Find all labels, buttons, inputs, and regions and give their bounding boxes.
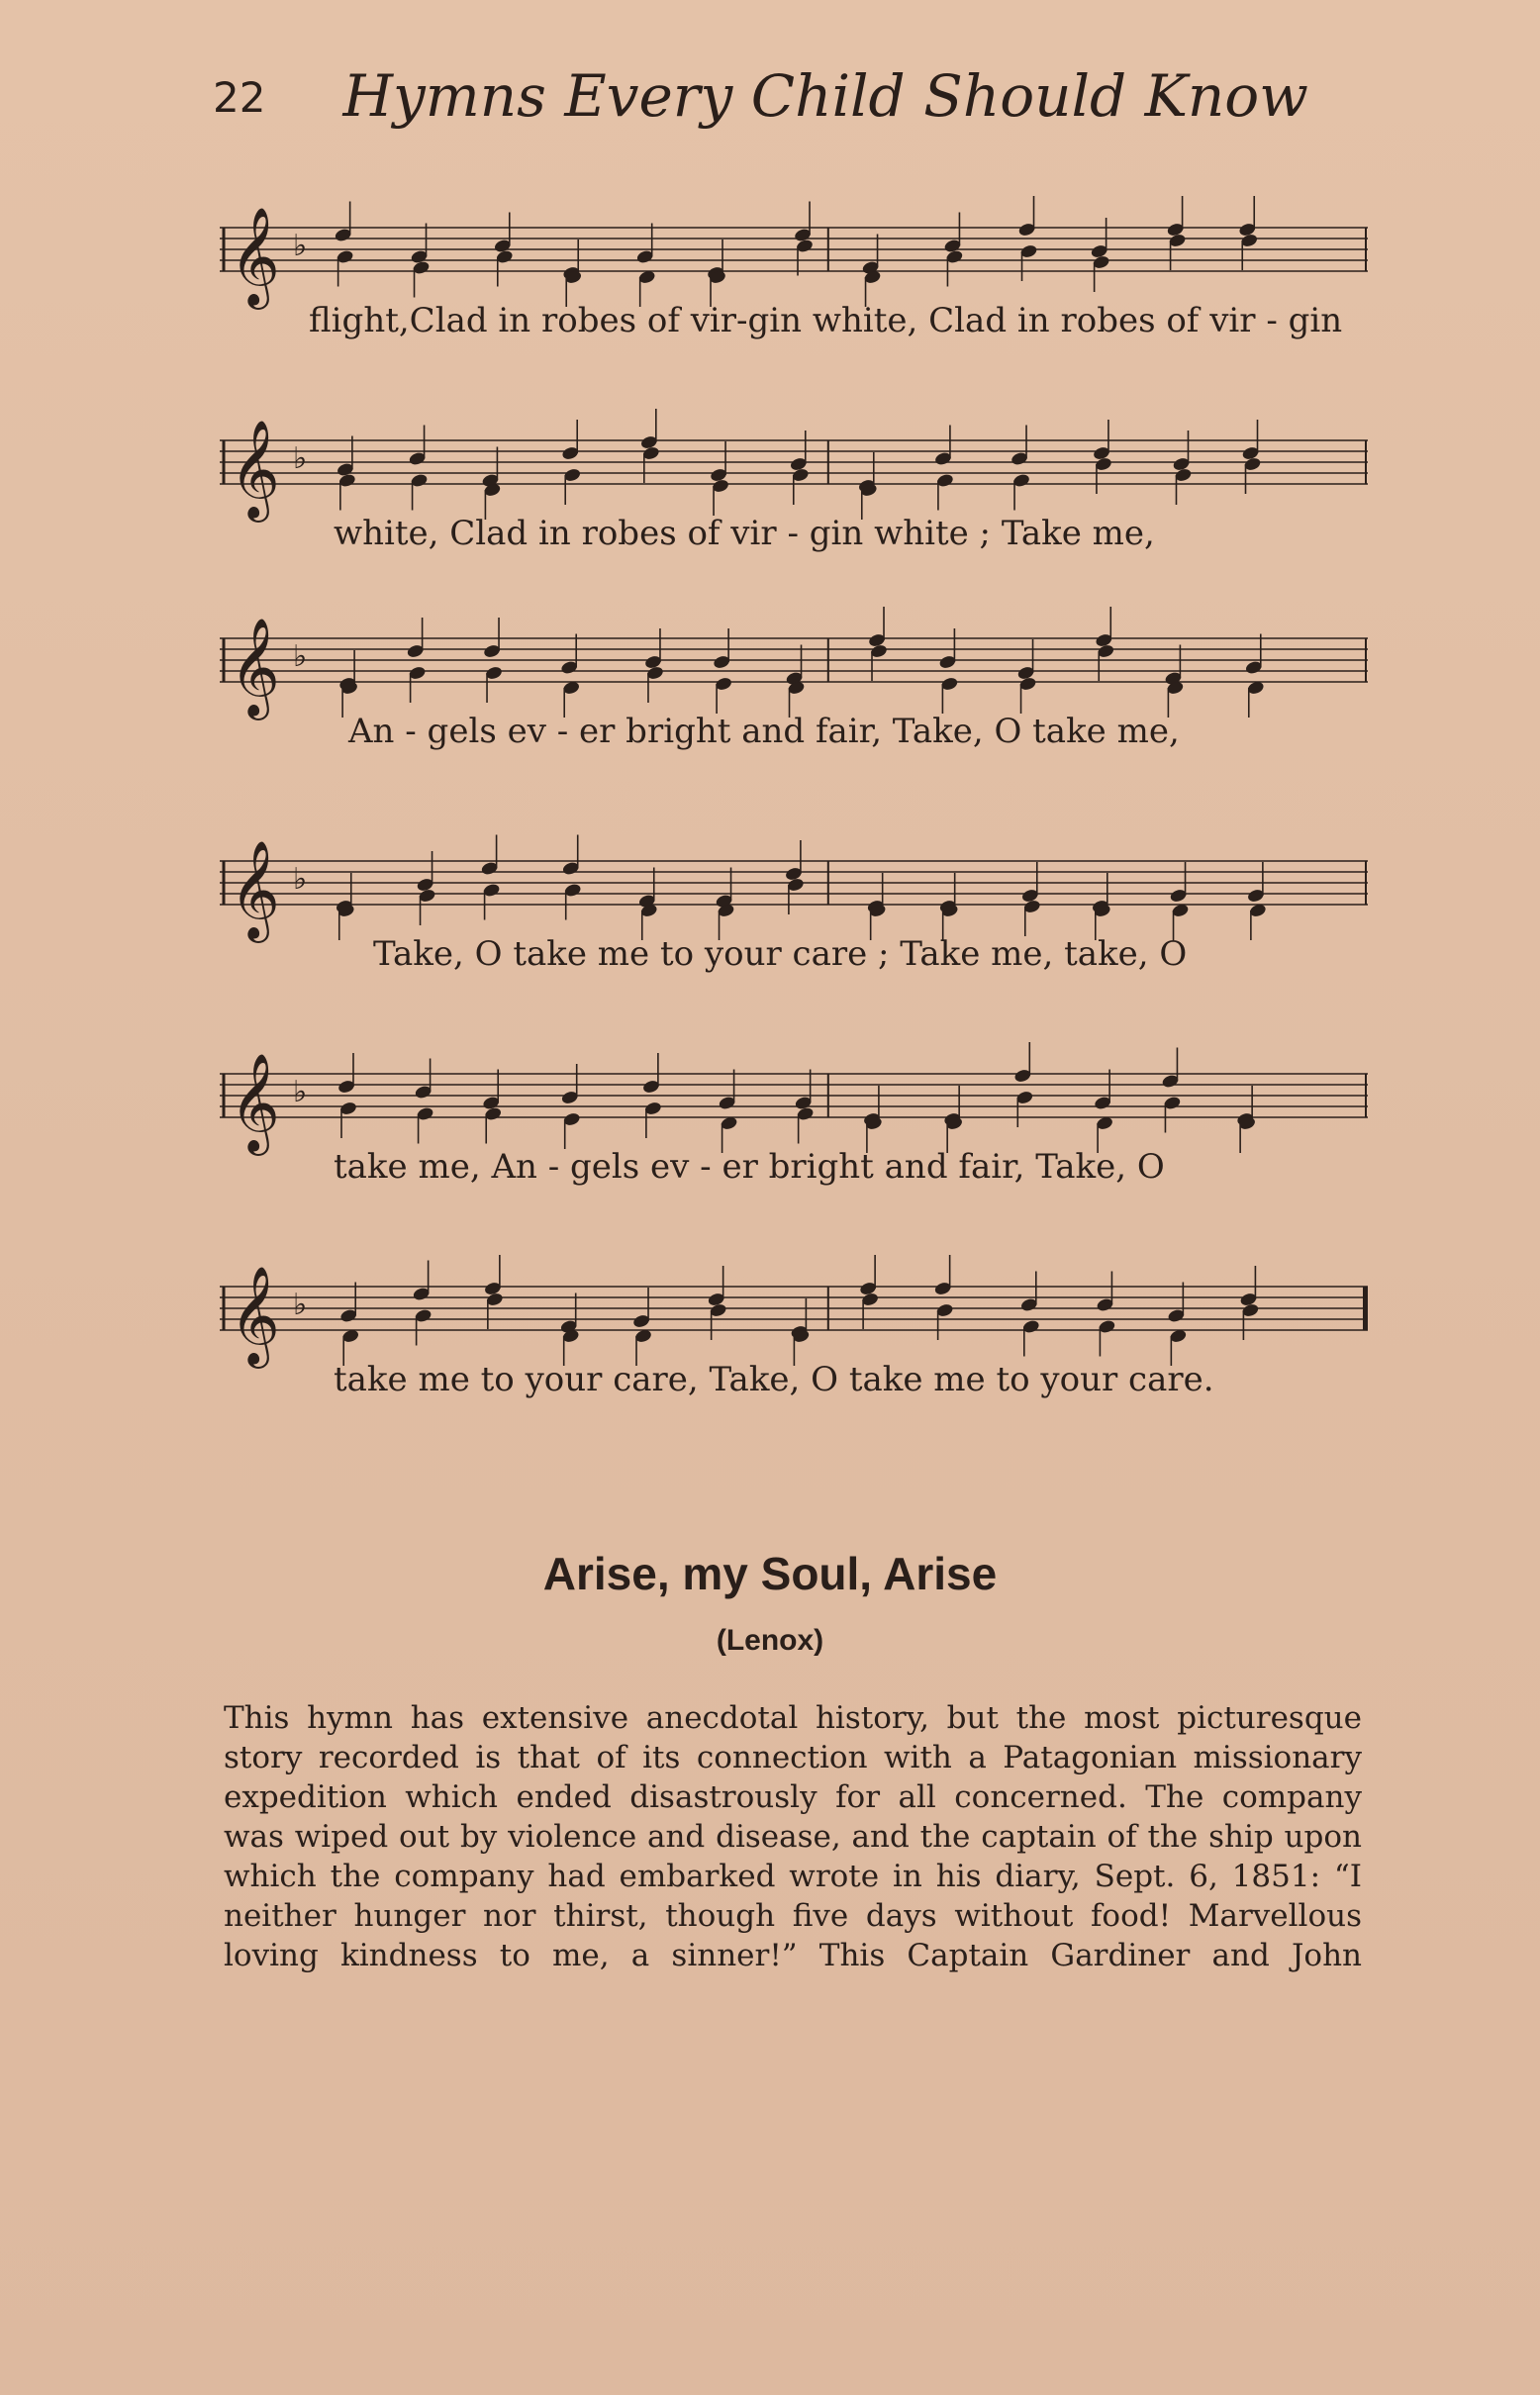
treble-clef-icon: 𝄞 (230, 1266, 280, 1365)
flat-key-signature-icon: ♭ (293, 1288, 308, 1322)
paragraph-line: loving kindness to me, a sinner!” This Captain Gardiner and John (224, 1938, 1362, 1973)
hymn-history-paragraph (224, 1698, 1362, 1975)
paragraph-line: which the company had embarked wrote in his diary, Sept. 6, 1851: “I (224, 1859, 1362, 1894)
lyrics-line: white, Clad in robes of vir - gin white ; Take me, (334, 514, 1155, 553)
music-system (220, 401, 1368, 553)
lyrics-line: flight,Clad in robes of vir-gin white, Clad in robes of vir - gin (309, 301, 1343, 340)
page-number: 22 (213, 73, 266, 122)
hymn-tune-name: (Lenox) (716, 1624, 824, 1657)
paragraph-line: expedition which ended disastrously for all concerned. The company (224, 1779, 1362, 1815)
music-system (220, 1247, 1368, 1399)
flat-key-signature-icon: ♭ (293, 639, 308, 674)
treble-clef-icon: 𝄞 (230, 618, 280, 717)
lyrics-line: Take, O take me to your care ; Take me, take, O (373, 934, 1188, 974)
treble-clef-icon: 𝄞 (230, 1053, 280, 1152)
flat-key-signature-icon: ♭ (293, 862, 308, 897)
treble-clef-icon: 𝄞 (230, 420, 280, 519)
lyrics-line: take me to your care, Take, O take me to your care. (334, 1360, 1214, 1399)
flat-key-signature-icon: ♭ (293, 1075, 308, 1109)
flat-key-signature-icon: ♭ (293, 441, 308, 476)
paragraph-line: neither hunger nor thirst, though five days without food! Marvellous (224, 1898, 1362, 1934)
running-header (213, 61, 1361, 133)
lyrics-line: take me, An - gels ev - er bright and fair, Take, O (334, 1147, 1165, 1187)
paragraph-line: This hymn has extensive anecdotal history, but the most picturesque (224, 1700, 1362, 1736)
treble-clef-icon: 𝄞 (230, 207, 280, 306)
paragraph-line: story recorded is that of its connection with a Patagonian missionary (224, 1740, 1362, 1775)
music-system (220, 188, 1368, 340)
music-system (220, 1034, 1368, 1187)
treble-clef-icon: 𝄞 (230, 840, 280, 939)
paragraph-line: was wiped out by violence and disease, and the captain of the ship upon (224, 1819, 1362, 1855)
music-system (220, 599, 1368, 751)
hymn-title: Arise, my Soul, Arise (542, 1548, 998, 1599)
music-system (220, 821, 1368, 974)
flat-key-signature-icon: ♭ (293, 229, 308, 263)
lyrics-line: An - gels ev - er bright and fair, Take, O take me, (348, 712, 1180, 751)
running-title: Hymns Every Child Should Know (342, 62, 1308, 130)
